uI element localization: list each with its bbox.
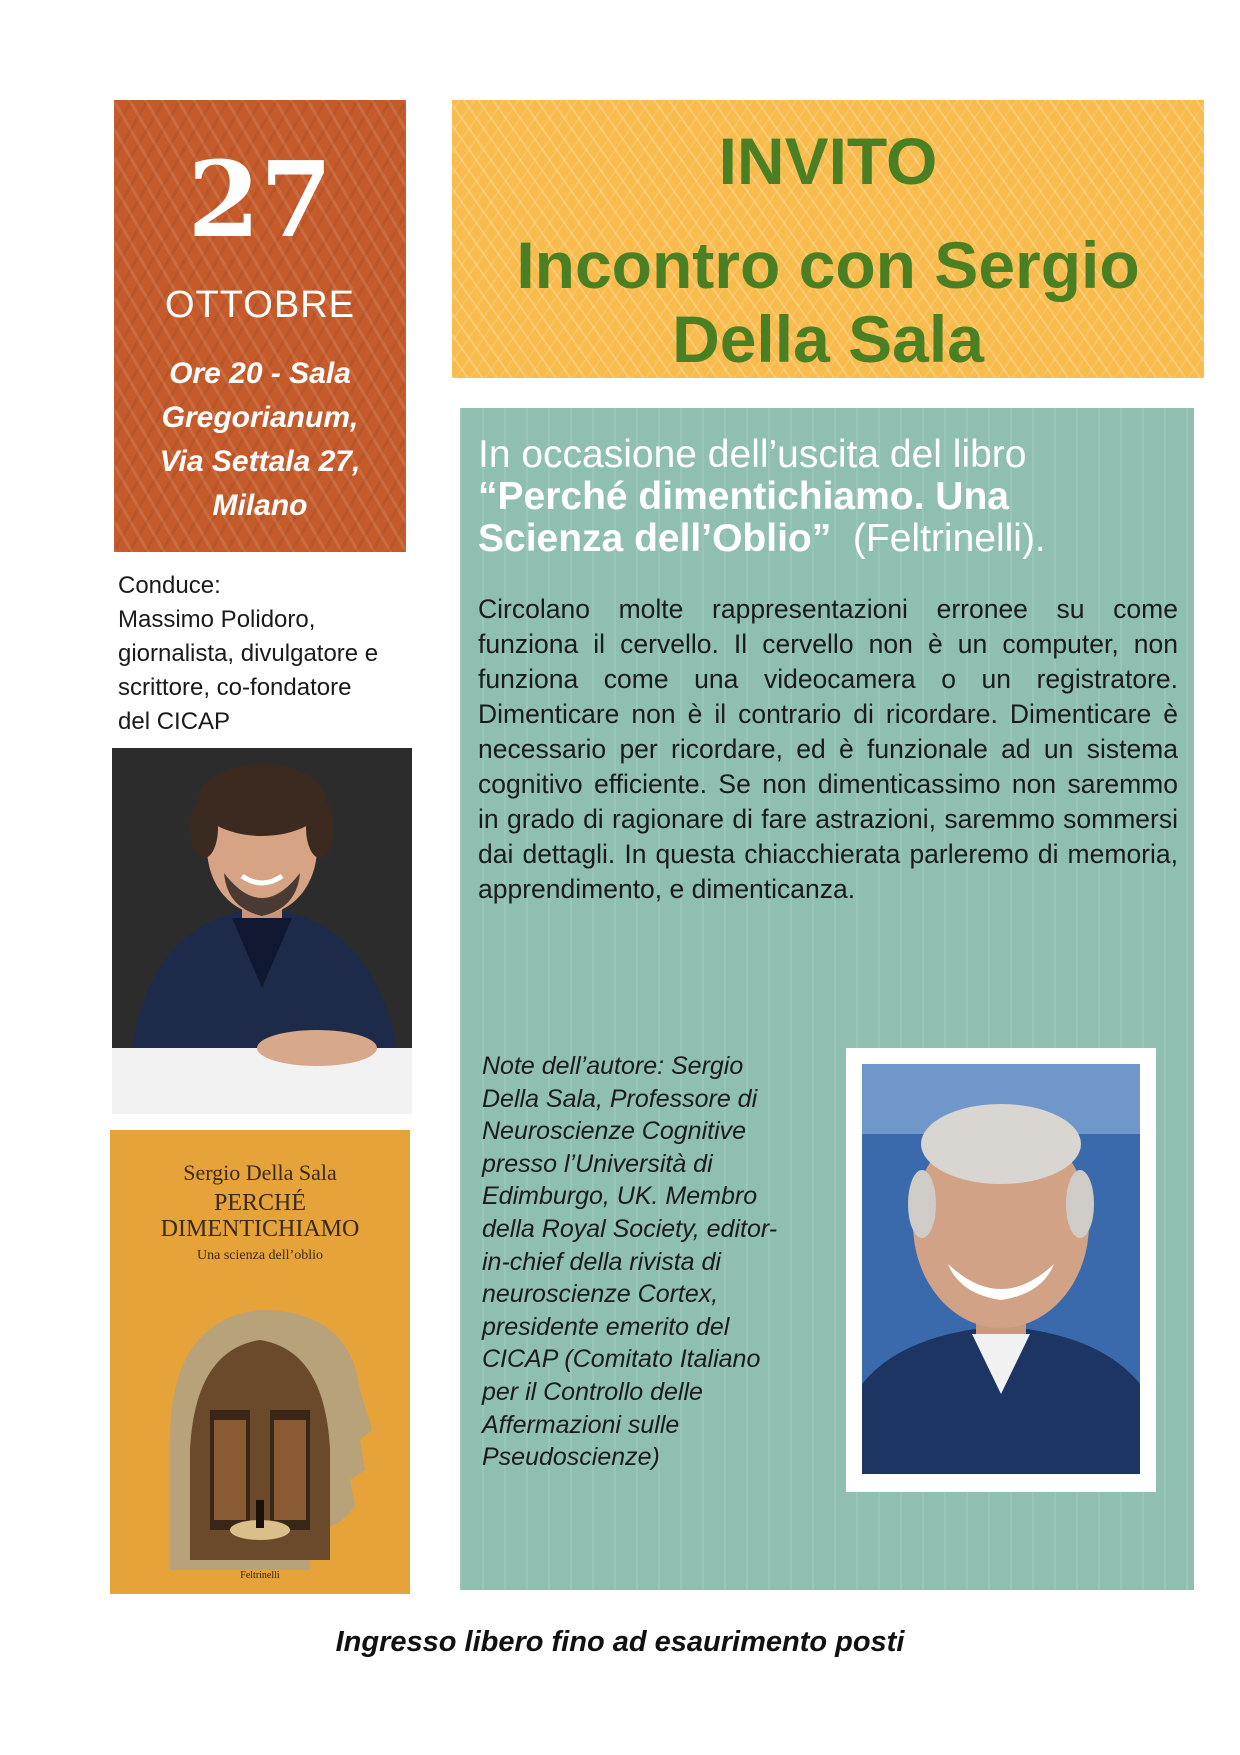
author-photo bbox=[862, 1064, 1140, 1474]
lead-book-title: “Perché dimentichiamo. Una bbox=[478, 475, 1009, 518]
lead-line: In occasione dell’uscita del libro bbox=[478, 433, 1027, 476]
moderator-line: Conduce: bbox=[118, 572, 221, 599]
event-description: Circolano molte rappresentazioni erronee su come funziona il cervello. Il cervello non è un computer, non funziona come una videocamera o un registratore. Dimenticare non è il contrario di ricordare. Dimenticare è necessario per ricordare, ed è funzionale ad un sistema cognitivo efficiente. Se non dimenticassimo non saremmo in grado di ragionare di fare astrazioni, saremmo sommersi dai dettagli. In questa chiacchierata parleremo di memoria, apprendimento, e dimenticanza. bbox=[478, 594, 1178, 904]
lead-line bbox=[478, 518, 1188, 560]
venue-line: Ore 20 - Sala bbox=[169, 357, 351, 390]
book-cover-illustration bbox=[110, 1280, 410, 1570]
lead-publisher: (Feltrinelli). bbox=[831, 517, 1046, 560]
venue-line: Via Settala 27, bbox=[159, 445, 361, 478]
moderator-info bbox=[118, 569, 448, 739]
author-photo-frame bbox=[846, 1048, 1156, 1492]
book-title-line: PERCHÉ bbox=[213, 1190, 306, 1216]
author-portrait-illustration bbox=[862, 1064, 1140, 1474]
book-title-line: DIMENTICHIAMO bbox=[160, 1216, 360, 1242]
lead-book-title-end: Scienza dell’Oblio” bbox=[478, 517, 832, 560]
event-month: OTTOBRE bbox=[165, 284, 355, 326]
moderator-portrait-illustration bbox=[112, 748, 412, 1114]
book-title bbox=[110, 1190, 410, 1242]
book-subtitle: Una scienza dell’oblio bbox=[197, 1248, 323, 1263]
event-day: 27 bbox=[187, 138, 333, 261]
moderator-line: giornalista, divulgatore e bbox=[118, 640, 379, 667]
book-publisher: Feltrinelli bbox=[240, 1570, 280, 1581]
invite-header bbox=[452, 100, 1204, 378]
author-note: Note dell’autore: Sergio Della Sala, Professore di Neuroscienze Cognitive presso l’Università di Edimburgo, UK. Membro della Royal Society, editor-in-chief della rivista di neuroscienze Cortex, presidente emerito del CICAP (Comitato Italiano per il Controllo delle Affermazioni sulle Pseudoscienze) bbox=[482, 1052, 778, 1472]
venue-line: Milano bbox=[212, 489, 308, 522]
entry-notice: Ingresso libero fino ad esaurimento posti bbox=[335, 1626, 905, 1658]
moderator-photo bbox=[112, 748, 412, 1114]
moderator-line: Massimo Polidoro, bbox=[118, 606, 316, 633]
moderator-line: del CICAP bbox=[118, 708, 231, 735]
invite-title: INVITO bbox=[718, 124, 938, 198]
moderator-line: scrittore, co-fondatore bbox=[118, 674, 352, 701]
date-block bbox=[114, 100, 406, 552]
description-panel bbox=[460, 408, 1194, 1590]
book-cover bbox=[110, 1130, 410, 1594]
invite-subtitle-line-1: Incontro con Sergio bbox=[516, 228, 1140, 302]
invite-subtitle-line-2: Della Sala bbox=[672, 302, 984, 376]
book-author: Sergio Della Sala bbox=[183, 1160, 337, 1185]
venue-line: Gregorianum, bbox=[161, 401, 359, 434]
event-venue bbox=[114, 352, 406, 528]
